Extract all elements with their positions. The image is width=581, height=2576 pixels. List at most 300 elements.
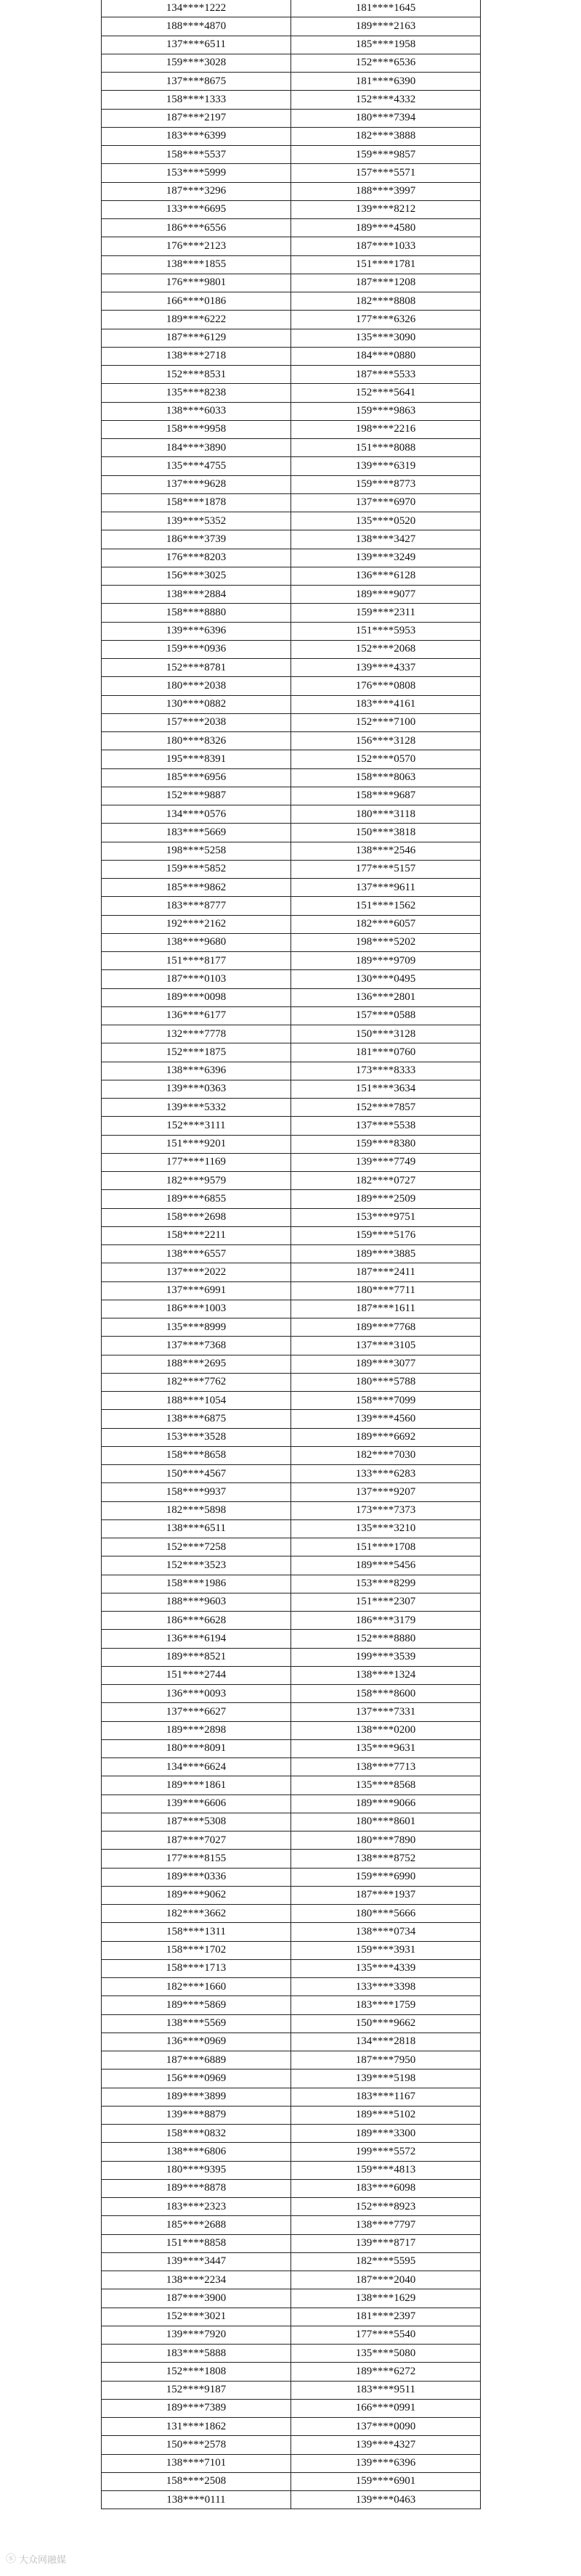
table-row: [102, 879, 481, 897]
phone-number-cell-left: 158****1878: [102, 493, 291, 512]
table-row: [102, 1135, 481, 1153]
phone-number-cell-left: 183****5669: [102, 824, 291, 842]
phone-number-cell-left: 180****9395: [102, 2161, 291, 2179]
phone-number-cell-left: 151****8177: [102, 952, 291, 970]
phone-number-cell-left: 158****2698: [102, 1208, 291, 1226]
table-row: [102, 750, 481, 768]
phone-number-cell-left: 138****6875: [102, 1410, 291, 1428]
phone-number-cell-right: 199****5572: [291, 2143, 481, 2161]
table-row: [102, 1245, 481, 1263]
phone-number-cell-left: 158****9958: [102, 420, 291, 438]
table-row: [102, 1300, 481, 1318]
phone-number-cell-left: 152****8781: [102, 659, 291, 677]
phone-number-cell-right: 187****1611: [291, 1300, 481, 1318]
phone-number-cell-right: 177****5157: [291, 860, 481, 878]
table-row: [102, 1465, 481, 1483]
table-row: [102, 1868, 481, 1886]
table-row: [102, 2216, 481, 2234]
phone-number-cell-right: 139****6319: [291, 457, 481, 475]
phone-number-cell-right: 180****5788: [291, 1373, 481, 1391]
table-row: [102, 1117, 481, 1135]
phone-number-cell-right: 181****2397: [291, 2308, 481, 2326]
phone-number-cell-right: 166****0991: [291, 2399, 481, 2417]
phone-number-cell-left: 189****2898: [102, 1721, 291, 1739]
table-row: [102, 1226, 481, 1244]
phone-number-cell-right: 189****6272: [291, 2363, 481, 2381]
phone-number-cell-left: 137****6511: [102, 36, 291, 54]
phone-number-cell-left: 132****7778: [102, 1025, 291, 1043]
phone-number-cell-left: 189****0098: [102, 988, 291, 1006]
phone-number-cell-right: 176****0808: [291, 677, 481, 695]
table-row: [102, 91, 481, 109]
table-row: [102, 1923, 481, 1941]
phone-number-cell-left: 150****4567: [102, 1465, 291, 1483]
phone-number-cell-left: 131****1862: [102, 2418, 291, 2436]
phone-number-cell-left: 187****2197: [102, 109, 291, 127]
phone-number-cell-left: 185****2688: [102, 2216, 291, 2234]
table-row: [102, 1428, 481, 1446]
phone-number-cell-left: 138****6557: [102, 1245, 291, 1263]
phone-number-cell-right: 151****1562: [291, 897, 481, 915]
phone-number-cell-left: 158****8658: [102, 1446, 291, 1464]
table-row: [102, 1739, 481, 1757]
table-row: [102, 512, 481, 530]
phone-number-cell-right: 158****8063: [291, 768, 481, 787]
phone-number-cell-right: 189****4580: [291, 219, 481, 237]
phone-number-cell-right: 189****5456: [291, 1556, 481, 1575]
table-row: [102, 1483, 481, 1501]
table-row: [102, 2051, 481, 2070]
phone-number-cell-left: 135****8999: [102, 1318, 291, 1337]
table-row: [102, 1501, 481, 1519]
phone-number-cell-right: 137****6970: [291, 493, 481, 512]
phone-number-cell-right: 188****3997: [291, 182, 481, 200]
phone-number-cell-right: 159****9863: [291, 402, 481, 420]
table-row: [102, 970, 481, 988]
phone-number-cell-right: 187****5533: [291, 366, 481, 384]
table-row: [102, 1556, 481, 1575]
phone-number-cell-right: 150****3818: [291, 824, 481, 842]
phone-number-cell-left: 182****3662: [102, 1905, 291, 1923]
table-row: [102, 2088, 481, 2106]
phone-number-cell-right: 150****3128: [291, 1025, 481, 1043]
phone-number-table-body: [102, 0, 481, 2509]
phone-number-cell-right: 135****5080: [291, 2345, 481, 2363]
phone-number-cell-right: 183****4161: [291, 695, 481, 713]
table-row: [102, 1959, 481, 1977]
table-row: [102, 2179, 481, 2197]
table-row: [102, 439, 481, 457]
phone-number-cell-left: 158****8880: [102, 604, 291, 622]
phone-number-cell-right: 139****8717: [291, 2234, 481, 2252]
table-row: [102, 164, 481, 182]
phone-number-cell-right: 173****7373: [291, 1501, 481, 1519]
table-row: [102, 1758, 481, 1776]
phone-number-cell-left: 180****2038: [102, 677, 291, 695]
phone-number-cell-right: 180****5666: [291, 1905, 481, 1923]
phone-number-cell-left: 152****3021: [102, 2308, 291, 2326]
phone-number-cell-left: 152****9887: [102, 787, 291, 805]
phone-number-cell-left: 137****6627: [102, 1703, 291, 1721]
phone-number-cell-right: 135****4339: [291, 1959, 481, 1977]
table-row: [102, 549, 481, 567]
phone-number-cell-left: 138****5569: [102, 2014, 291, 2033]
table-row: [102, 1831, 481, 1850]
phone-number-cell-left: 183****6399: [102, 127, 291, 145]
phone-number-cell-right: 187****1937: [291, 1886, 481, 1904]
phone-number-cell-left: 182****7762: [102, 1373, 291, 1391]
phone-number-cell-left: 187****6889: [102, 2051, 291, 2070]
table-row: [102, 2033, 481, 2051]
phone-number-cell-right: 189****6692: [291, 1428, 481, 1446]
table-row: [102, 604, 481, 622]
phone-number-cell-right: 158****8600: [291, 1685, 481, 1703]
phone-number-cell-right: 137****9611: [291, 879, 481, 897]
table-row: [102, 1666, 481, 1684]
phone-number-cell-left: 192****2162: [102, 915, 291, 933]
phone-number-cell-right: 151****5953: [291, 622, 481, 640]
table-row: [102, 567, 481, 585]
phone-number-cell-right: 153****8299: [291, 1575, 481, 1593]
table-row: [102, 2143, 481, 2161]
phone-number-cell-left: 152****1808: [102, 2363, 291, 2381]
phone-number-cell-left: 189****5869: [102, 1996, 291, 2014]
phone-number-cell-right: 135****3090: [291, 329, 481, 347]
phone-number-cell-right: 183****1167: [291, 2088, 481, 2106]
phone-number-cell-left: 183****8777: [102, 897, 291, 915]
phone-number-cell-left: 158****2211: [102, 1226, 291, 1244]
phone-number-cell-right: 151****2307: [291, 1593, 481, 1611]
phone-number-cell-left: 135****8238: [102, 384, 291, 402]
phone-number-cell-right: 138****7713: [291, 1758, 481, 1776]
phone-number-cell-right: 139****7749: [291, 1153, 481, 1171]
phone-number-cell-left: 139****8879: [102, 2106, 291, 2124]
table-row: [102, 2345, 481, 2363]
table-row: [102, 0, 481, 17]
table-row: [102, 1538, 481, 1556]
phone-number-cell-right: 158****7099: [291, 1392, 481, 1410]
table-row: [102, 2106, 481, 2124]
phone-number-cell-right: 138****7797: [291, 2216, 481, 2234]
phone-number-cell-right: 177****5540: [291, 2326, 481, 2344]
phone-number-cell-left: 137****9628: [102, 475, 291, 493]
phone-number-cell-left: 138****6806: [102, 2143, 291, 2161]
phone-number-cell-left: 137****7368: [102, 1337, 291, 1355]
phone-number-cell-left: 185****9862: [102, 879, 291, 897]
phone-number-cell-left: 152****8531: [102, 366, 291, 384]
phone-number-cell-left: 189****8521: [102, 1648, 291, 1666]
table-row: [102, 1612, 481, 1630]
table-row: [102, 824, 481, 842]
phone-number-cell-left: 151****9201: [102, 1135, 291, 1153]
phone-number-cell-left: 139****6396: [102, 622, 291, 640]
table-row: [102, 622, 481, 640]
phone-number-cell-left: 158****9937: [102, 1483, 291, 1501]
phone-number-cell-right: 184****0880: [291, 347, 481, 365]
phone-number-cell-right: 151****1708: [291, 1538, 481, 1556]
table-row: [102, 2289, 481, 2308]
phone-number-cell-right: 139****4327: [291, 2436, 481, 2454]
table-row: [102, 347, 481, 365]
table-row: [102, 1337, 481, 1355]
phone-number-cell-right: 180****7394: [291, 109, 481, 127]
phone-number-cell-right: 151****8088: [291, 439, 481, 457]
table-row: [102, 1721, 481, 1739]
phone-number-cell-left: 156****3025: [102, 567, 291, 585]
table-row: [102, 1281, 481, 1300]
table-row: [102, 1703, 481, 1721]
phone-number-cell-right: 180****8601: [291, 1813, 481, 1831]
phone-number-cell-left: 139****3447: [102, 2252, 291, 2271]
phone-number-cell-left: 186****1003: [102, 1300, 291, 1318]
phone-number-cell-right: 153****9751: [291, 1208, 481, 1226]
phone-number-cell-left: 152****1875: [102, 1043, 291, 1062]
table-row: [102, 475, 481, 493]
phone-number-cell-left: 189****1861: [102, 1776, 291, 1794]
table-row: [102, 915, 481, 933]
table-row: [102, 274, 481, 292]
table-row: [102, 1373, 481, 1391]
phone-number-cell-left: 136****6177: [102, 1006, 291, 1025]
phone-number-cell-right: 152****4332: [291, 91, 481, 109]
table-row: [102, 1905, 481, 1923]
table-row: [102, 2472, 481, 2490]
table-row: [102, 1025, 481, 1043]
phone-number-cell-left: 138****6511: [102, 1519, 291, 1538]
phone-number-cell-right: 139****4337: [291, 659, 481, 677]
table-row: [102, 1685, 481, 1703]
phone-number-cell-right: 152****7100: [291, 713, 481, 731]
phone-number-cell-right: 134****2818: [291, 2033, 481, 2051]
phone-number-table: [101, 0, 481, 2509]
table-row: [102, 933, 481, 951]
table-row: [102, 2399, 481, 2417]
table-row: [102, 219, 481, 237]
table-row: [102, 2070, 481, 2088]
phone-number-cell-left: 152****7258: [102, 1538, 291, 1556]
phone-number-cell-right: 137****3105: [291, 1337, 481, 1355]
phone-number-cell-right: 156****3128: [291, 732, 481, 750]
phone-number-cell-right: 199****3539: [291, 1648, 481, 1666]
phone-number-cell-right: 138****0734: [291, 1923, 481, 1941]
phone-number-cell-right: 139****5198: [291, 2070, 481, 2088]
phone-number-cell-left: 182****5898: [102, 1501, 291, 1519]
phone-number-cell-left: 195****8391: [102, 750, 291, 768]
phone-number-cell-left: 184****3890: [102, 439, 291, 457]
phone-number-cell-right: 187****1033: [291, 237, 481, 255]
phone-number-cell-left: 158****1702: [102, 1941, 291, 1959]
phone-number-cell-right: 159****8380: [291, 1135, 481, 1153]
table-row: [102, 1978, 481, 1996]
phone-number-cell-right: 159****2311: [291, 604, 481, 622]
table-row: [102, 842, 481, 860]
phone-number-cell-left: 156****0969: [102, 2070, 291, 2088]
table-row: [102, 2125, 481, 2143]
phone-number-cell-right: 189****9066: [291, 1794, 481, 1813]
phone-number-cell-left: 177****8155: [102, 1850, 291, 1868]
phone-number-cell-right: 139****4560: [291, 1410, 481, 1428]
phone-number-cell-right: 182****8808: [291, 292, 481, 311]
table-row: [102, 1850, 481, 1868]
phone-number-cell-right: 189****2163: [291, 17, 481, 36]
table-row: [102, 1794, 481, 1813]
table-row: [102, 255, 481, 274]
phone-number-cell-left: 136****0969: [102, 2033, 291, 2051]
phone-number-cell-left: 188****9603: [102, 1593, 291, 1611]
table-row: [102, 127, 481, 145]
table-row: [102, 1575, 481, 1593]
phone-number-cell-left: 159****0936: [102, 640, 291, 658]
phone-number-cell-right: 152****6536: [291, 54, 481, 72]
table-row: [102, 1519, 481, 1538]
phone-number-cell-right: 139****8212: [291, 200, 481, 218]
table-row: [102, 2014, 481, 2033]
phone-number-cell-right: 198****2216: [291, 420, 481, 438]
table-row: [102, 1208, 481, 1226]
phone-number-cell-left: 153****3528: [102, 1428, 291, 1446]
table-row: [102, 457, 481, 475]
phone-number-cell-right: 152****8923: [291, 2198, 481, 2216]
phone-number-cell-right: 189****7768: [291, 1318, 481, 1337]
table-row: [102, 2234, 481, 2252]
table-row: [102, 1062, 481, 1080]
phone-number-cell-left: 135****4755: [102, 457, 291, 475]
phone-number-cell-left: 176****8203: [102, 549, 291, 567]
phone-number-cell-left: 137****2022: [102, 1263, 291, 1281]
phone-number-cell-right: 138****2546: [291, 842, 481, 860]
table-row: [102, 1996, 481, 2014]
phone-number-cell-left: 136****0093: [102, 1685, 291, 1703]
phone-number-cell-right: 138****1324: [291, 1666, 481, 1684]
phone-number-cell-right: 135****3210: [291, 1519, 481, 1538]
phone-number-cell-right: 159****5176: [291, 1226, 481, 1244]
phone-number-cell-right: 173****8333: [291, 1062, 481, 1080]
phone-number-cell-right: 139****3249: [291, 549, 481, 567]
table-row: [102, 420, 481, 438]
phone-number-cell-left: 138****1855: [102, 255, 291, 274]
table-row: [102, 1006, 481, 1025]
phone-number-cell-left: 139****5332: [102, 1099, 291, 1117]
phone-number-cell-right: 187****1208: [291, 274, 481, 292]
phone-number-cell-left: 159****3028: [102, 54, 291, 72]
phone-number-cell-left: 138****6033: [102, 402, 291, 420]
phone-number-cell-left: 180****8091: [102, 1739, 291, 1757]
phone-number-cell-left: 176****9801: [102, 274, 291, 292]
phone-number-cell-left: 134****1222: [102, 0, 291, 17]
table-row: [102, 292, 481, 311]
phone-number-cell-right: 189****3300: [291, 2125, 481, 2143]
phone-number-cell-right: 186****3179: [291, 1612, 481, 1630]
phone-number-cell-left: 177****1169: [102, 1153, 291, 1171]
phone-number-cell-left: 189****9062: [102, 1886, 291, 1904]
phone-number-cell-right: 182****5595: [291, 2252, 481, 2271]
table-row: [102, 2491, 481, 2509]
phone-number-cell-right: 189****5102: [291, 2106, 481, 2124]
phone-number-cell-left: 153****5999: [102, 164, 291, 182]
phone-number-cell-left: 138****2884: [102, 586, 291, 604]
watermark-text: 大众网融媒: [19, 2554, 67, 2565]
table-row: [102, 1190, 481, 1208]
phone-number-cell-right: 136****2801: [291, 988, 481, 1006]
table-row: [102, 1813, 481, 1831]
phone-number-cell-right: 138****8752: [291, 1850, 481, 1868]
phone-number-cell-left: 189****7389: [102, 2399, 291, 2417]
phone-number-cell-right: 185****1958: [291, 36, 481, 54]
table-row: [102, 1593, 481, 1611]
phone-number-cell-right: 137****5538: [291, 1117, 481, 1135]
phone-number-cell-left: 187****3296: [102, 182, 291, 200]
phone-number-cell-left: 134****0576: [102, 805, 291, 824]
table-row: [102, 897, 481, 915]
phone-number-cell-left: 139****5352: [102, 512, 291, 530]
table-row: [102, 36, 481, 54]
table-row: [102, 1410, 481, 1428]
phone-number-cell-left: 138****7101: [102, 2454, 291, 2472]
phone-number-cell-right: 139****6396: [291, 2454, 481, 2472]
phone-number-cell-right: 137****0090: [291, 2418, 481, 2436]
phone-number-cell-left: 152****3111: [102, 1117, 291, 1135]
phone-number-cell-right: 135****9631: [291, 1739, 481, 1757]
phone-number-cell-right: 159****3931: [291, 1941, 481, 1959]
phone-number-cell-right: 159****9857: [291, 146, 481, 164]
phone-number-cell-left: 186****6628: [102, 1612, 291, 1630]
table-row: [102, 586, 481, 604]
phone-number-cell-left: 189****6855: [102, 1190, 291, 1208]
table-row: [102, 402, 481, 420]
phone-number-cell-right: 189****9709: [291, 952, 481, 970]
phone-number-cell-right: 157****5571: [291, 164, 481, 182]
phone-number-cell-right: 182****7030: [291, 1446, 481, 1464]
table-row: [102, 2454, 481, 2472]
phone-number-cell-right: 139****0463: [291, 2491, 481, 2509]
table-row: [102, 1648, 481, 1666]
phone-number-cell-left: 176****2123: [102, 237, 291, 255]
phone-number-cell-right: 138****0200: [291, 1721, 481, 1739]
phone-number-cell-left: 157****2038: [102, 713, 291, 731]
table-row: [102, 2381, 481, 2399]
phone-number-cell-right: 130****0495: [291, 970, 481, 988]
phone-number-cell-right: 150****9662: [291, 2014, 481, 2033]
phone-number-cell-left: 138****9680: [102, 933, 291, 951]
phone-number-cell-right: 183****9511: [291, 2381, 481, 2399]
table-row: [102, 1776, 481, 1794]
phone-number-cell-left: 139****6606: [102, 1794, 291, 1813]
table-row: [102, 146, 481, 164]
table-row: [102, 2252, 481, 2271]
phone-number-cell-left: 136****6194: [102, 1630, 291, 1648]
phone-number-cell-left: 137****6991: [102, 1281, 291, 1300]
phone-number-cell-left: 183****2323: [102, 2198, 291, 2216]
phone-number-cell-left: 182****9579: [102, 1172, 291, 1190]
table-row: [102, 54, 481, 72]
phone-number-cell-left: 187****6129: [102, 329, 291, 347]
phone-number-cell-left: 187****7027: [102, 1831, 291, 1850]
phone-number-cell-left: 189****8878: [102, 2179, 291, 2197]
phone-number-cell-left: 138****2234: [102, 2271, 291, 2289]
phone-number-cell-right: 158****9687: [291, 787, 481, 805]
phone-number-cell-right: 189****9077: [291, 586, 481, 604]
table-row: [102, 1099, 481, 1117]
phone-number-cell-left: 158****5537: [102, 146, 291, 164]
phone-number-cell-left: 180****8326: [102, 732, 291, 750]
phone-number-cell-right: 159****8773: [291, 475, 481, 493]
phone-number-cell-right: 137****9207: [291, 1483, 481, 1501]
phone-number-cell-left: 183****5888: [102, 2345, 291, 2363]
phone-number-cell-right: 157****0588: [291, 1006, 481, 1025]
phone-number-cell-left: 187****3900: [102, 2289, 291, 2308]
table-row: [102, 1172, 481, 1190]
phone-number-cell-right: 183****6098: [291, 2179, 481, 2197]
